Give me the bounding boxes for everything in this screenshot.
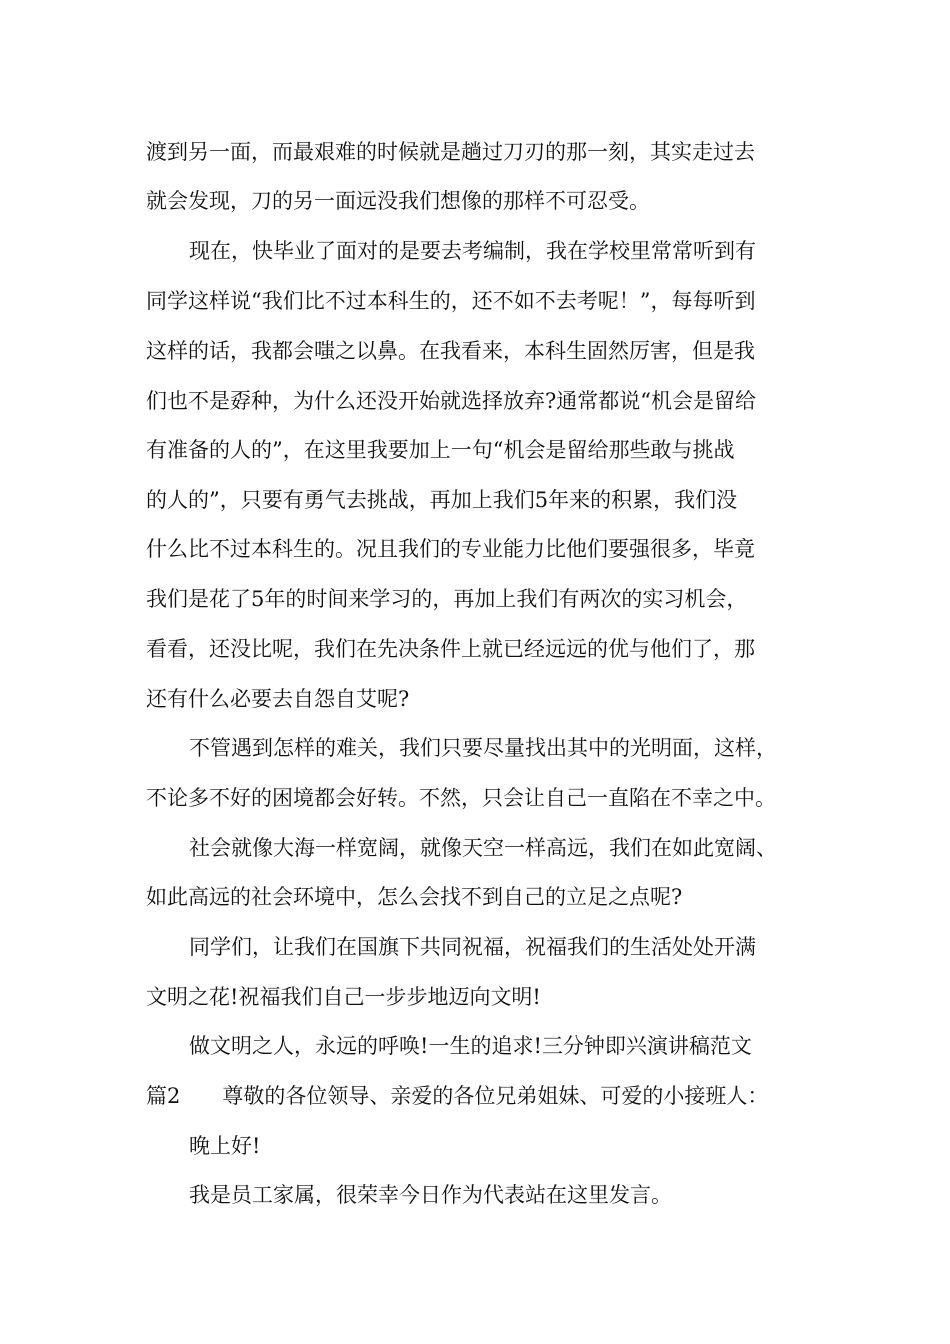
text-line: 就会发现，刀的另一面远没我们想像的那样不可忍受。: [146, 189, 650, 213]
text-line: 看看，还没比呢，我们在先决条件上就已经远远的优与他们了，那: [146, 637, 755, 661]
text-line: 们也不是孬种，为什么还没开始就选择放弃?通常都说“机会是留给: [146, 389, 756, 413]
paragraph-start-line: 我是员工家属，很荣幸今日作为代表站在这里发言。: [189, 1183, 672, 1207]
text-line: 文明之花!祝福我们自己一步步地迈向文明!: [146, 985, 541, 1009]
text-line: 渡到另一面，而最艰难的时候就是趟过刀刃的那一刻，其实走过去: [146, 140, 755, 164]
text-line: 什么比不过本科生的。况且我们的专业能力比他们要强很多，毕竟: [146, 537, 755, 561]
paragraph-start-line: 现在，快毕业了面对的是要去考编制，我在学校里常常听到有: [189, 239, 756, 263]
text-line: 同学这样说“我们比不过本科生的，还不如不去考呢！”，每每听到: [146, 289, 756, 313]
text-line: 我们是花了5年的时间来学习的，再加上我们有两次的实习机会，: [146, 587, 748, 611]
paragraph-start-line: 做文明之人，永远的呼唤!一生的追求!三分钟即兴演讲稿范文: [189, 1034, 752, 1058]
text-line: 不论多不好的困境都会好转。不然，只会让自己一直陷在不幸之中。: [146, 786, 776, 810]
paragraph-start-line: 同学们，让我们在国旗下共同祝福，祝福我们的生活处处开满: [189, 935, 756, 959]
text-line: 篇2 尊敬的各位领导、亲爱的各位兄弟姐妹、可爱的小接班人：: [146, 1084, 769, 1108]
text-line: 有准备的人的”，在这里我要加上一句“机会是留给那些敢与挑战: [146, 438, 735, 462]
text-line: 的人的”，只要有勇气去挑战，再加上我们5年来的积累，我们没: [146, 488, 738, 512]
text-line: 这样的话，我都会嗤之以鼻。在我看来，本科生固然厉害，但是我: [146, 339, 755, 363]
text-line: 如此高远的社会环境中，怎么会找不到自己的立足之点呢?: [146, 885, 683, 909]
paragraph-start-line: 社会就像大海一样宽阔，就像天空一样高远，我们在如此宽阔、: [189, 836, 777, 860]
text-line: 还有什么必要去自怨自艾呢?: [146, 687, 410, 711]
paragraph-start-line: 不管遇到怎样的难关，我们只要尽量找出其中的光明面，这样，: [189, 736, 777, 760]
paragraph-start-line: 晚上好!: [189, 1134, 261, 1158]
